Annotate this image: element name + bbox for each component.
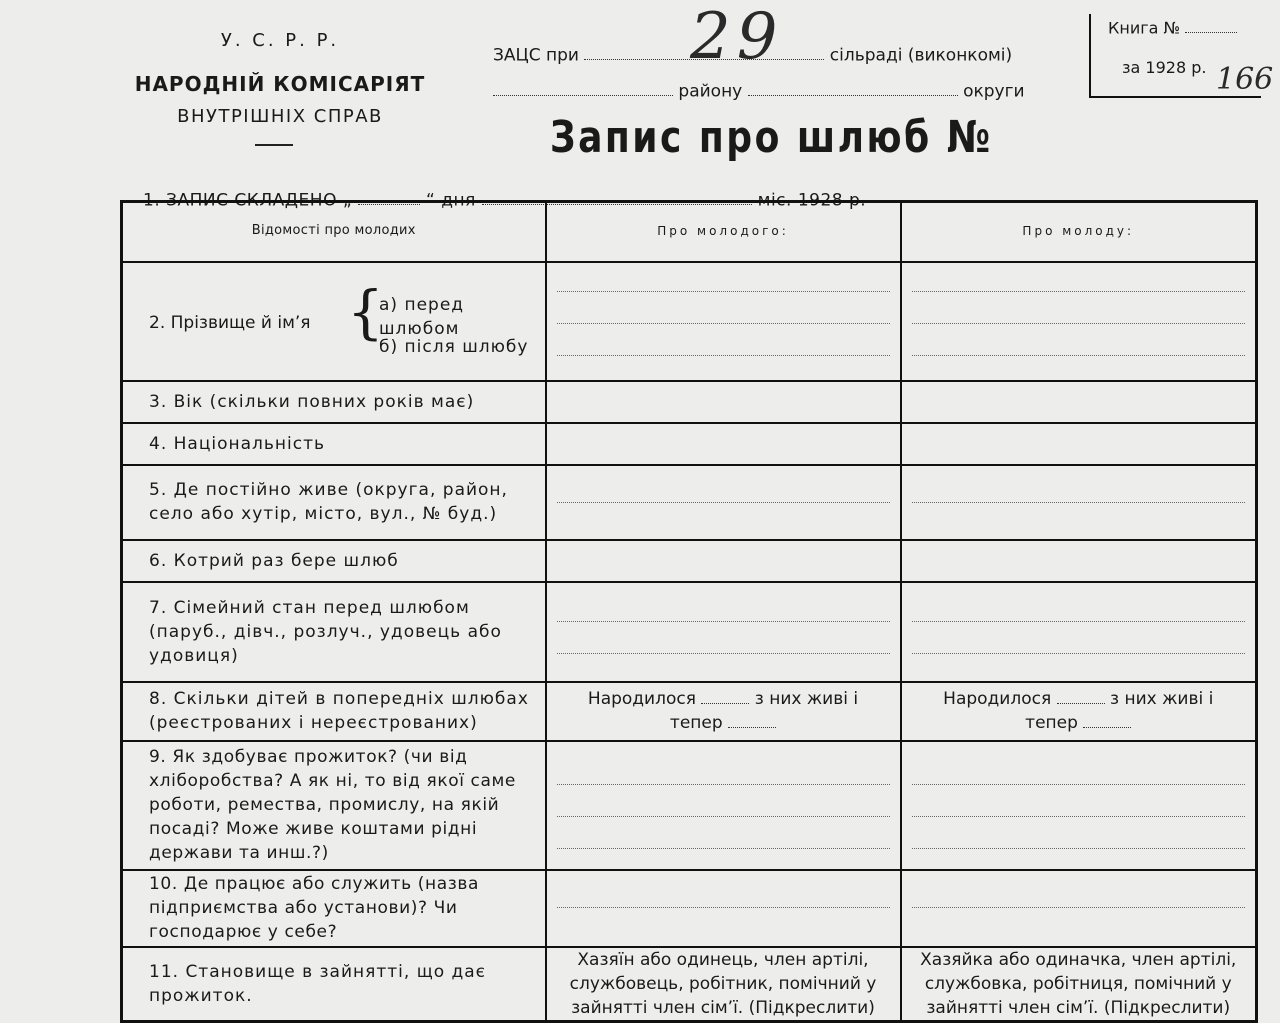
table-row [122, 465, 1257, 540]
row-7-label: 7. Сімейний стан перед шлюбом (паруб., дівч., розлуч., удовець або удовиця) [122, 582, 546, 682]
groom-name-cell[interactable] [546, 262, 901, 381]
rayon-field[interactable] [493, 80, 673, 96]
record-quote: “ дня [426, 190, 476, 211]
record-month-year: міс. 1928 р. [757, 190, 867, 211]
record-prefix: 1. ЗАПИС СКЛАДЕНО „ [143, 190, 353, 211]
okruha-label: округи [963, 81, 1025, 102]
table-row [122, 947, 1257, 1022]
row-9-label: 9. Як здобуває прожиток? (чи від хліборобства? А як ні, то від якої саме роботи, ремества, промислу, на якій посаді? Може живе коштами рідні держави та инш.?) [122, 741, 546, 870]
marriage-record-table [120, 200, 1258, 1023]
bride-marriage-count-cell[interactable] [901, 540, 1257, 582]
year-label: за 1928 р. [1122, 58, 1207, 77]
bride-born-field[interactable] [1057, 688, 1105, 704]
bride-occupation-status-cell[interactable]: Хазяйка або одиначка, член артілі, службовка, робітниця, помічний у зайнятті член сім’ї. (Підкреслити) [901, 947, 1257, 1022]
header-bride: Про молоду: [901, 202, 1257, 262]
okruha-field[interactable] [748, 80, 958, 96]
header-info: Відомості про молодих [122, 202, 546, 262]
groom-occupation-status-cell[interactable]: Хазяїн або одинець, член артілі, службовець, робітник, помічний у зайнятті член сім’ї. (Підкреслити) [546, 947, 901, 1022]
book-label: Книга № [1108, 18, 1181, 38]
groom-nationality-cell[interactable] [546, 423, 901, 465]
document-title [550, 112, 1057, 163]
bride-residence-cell[interactable] [901, 465, 1257, 540]
bride-age-cell[interactable] [901, 381, 1257, 423]
row-2-label: 2. Прізвище й ім’я [149, 312, 311, 333]
row-2-before: а) перед шлюбом [379, 294, 465, 339]
bride-name-cell[interactable] [901, 262, 1257, 381]
row-10-label: 10. Де працює або служить (назва підприємства або установи)? Чи господарює у себе? [122, 870, 546, 947]
row-3-label: 3. Вік (скільки повних років має) [122, 381, 546, 423]
table-row [122, 582, 1257, 682]
groom-now-label: тепер [669, 713, 723, 733]
row-2-brace: { [347, 277, 384, 346]
bride-alive-label: з них живі і [1110, 689, 1214, 709]
bride-now-field[interactable] [1083, 712, 1131, 728]
commissariat-title: НАРОДНІЙ КОМІСАРІЯТ [134, 72, 426, 96]
groom-children-cell[interactable] [546, 682, 901, 741]
zags-prefix: ЗАЦС при [493, 45, 579, 66]
groom-marital-status-cell[interactable] [546, 582, 901, 682]
title-text: Запис про шлюб № [550, 112, 993, 163]
bride-now-label: тепер [1025, 713, 1078, 733]
handwritten-page-number: 166 [1216, 62, 1274, 97]
row-2-after: б) після шлюбу [379, 336, 529, 357]
republic-label: У. С. Р. Р. [220, 30, 340, 51]
groom-born-label: Народилося [587, 689, 696, 709]
table-row [122, 262, 1257, 381]
table-header-row [122, 202, 1257, 262]
book-line [1108, 18, 1237, 37]
row-8-label: 8. Скільки дітей в попередніх шлюбах (реєстрованих і нереєстрованих) [122, 682, 546, 741]
groom-now-field[interactable] [728, 712, 776, 728]
commissariat-subtitle: ВНУТРІШНІХ СПРАВ [177, 106, 383, 127]
bride-marital-status-cell[interactable] [901, 582, 1257, 682]
table-row [122, 741, 1257, 870]
row-6-label: 6. Котрий раз бере шлюб [122, 540, 546, 582]
bride-livelihood-cell[interactable] [901, 741, 1257, 870]
table-row [122, 682, 1257, 741]
header-divider [255, 144, 293, 146]
groom-marriage-count-cell[interactable] [546, 540, 901, 582]
groom-residence-cell[interactable] [546, 465, 901, 540]
rayon-line [493, 80, 1025, 101]
groom-workplace-cell[interactable] [546, 870, 901, 947]
bride-children-cell[interactable] [901, 682, 1257, 741]
row-2-label-cell [122, 262, 546, 381]
rayon-label: району [678, 81, 743, 102]
table-row [122, 423, 1257, 465]
table-row [122, 381, 1257, 423]
table-row [122, 870, 1257, 947]
row-5-label: 5. Де постійно живе (округа, район, село або хутір, місто, вул., № буд.) [122, 465, 546, 540]
bride-born-label: Народилося [943, 689, 1052, 709]
selrada-label: сільраді (виконкомі) [829, 45, 1013, 66]
groom-age-cell[interactable] [546, 381, 901, 423]
table-row [122, 540, 1257, 582]
bride-workplace-cell[interactable] [901, 870, 1257, 947]
groom-alive-label: з них живі і [754, 689, 859, 709]
handwritten-village-number: 29 [690, 0, 784, 74]
groom-born-field[interactable] [701, 688, 749, 704]
book-field[interactable] [1185, 18, 1237, 33]
bride-nationality-cell[interactable] [901, 423, 1257, 465]
groom-livelihood-cell[interactable] [546, 741, 901, 870]
header-groom: Про молодого: [546, 202, 901, 262]
record-number-field[interactable] [1008, 112, 1057, 152]
row-11-label: 11. Становище в зайнятті, що дає прожиток. [122, 947, 546, 1022]
row-4-label: 4. Національність [122, 423, 546, 465]
